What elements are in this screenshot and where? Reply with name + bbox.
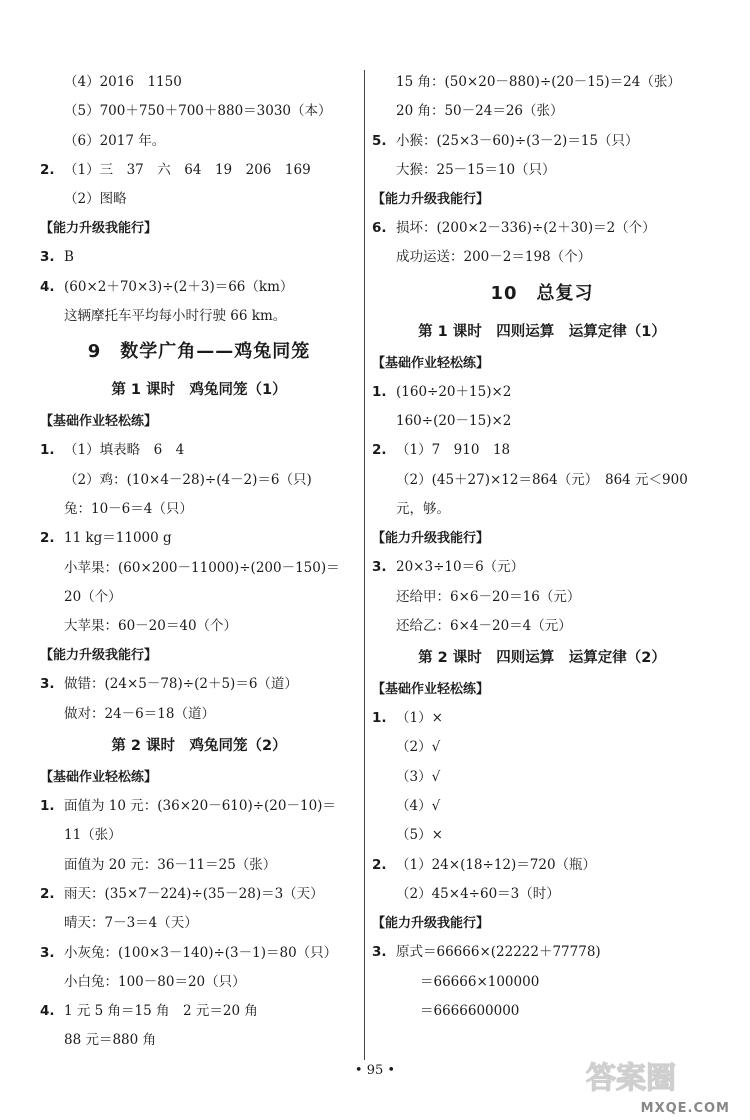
answer-line [40,700,358,729]
line-text: 损坏：(200×2－336)÷(2＋30)＝2（个） [396,220,656,237]
answer-line [40,968,358,997]
line-text: （1）× [396,710,443,727]
question-line [40,156,358,185]
question-line [372,938,712,967]
question-number: 2. [40,885,55,902]
answer-line [40,612,358,641]
answer-line [40,97,358,126]
answer-line [372,968,712,997]
line-text: 兔：10－6＝4（只） [64,500,193,517]
line-text: 晴天：7－3＝4（天） [64,915,198,932]
question-line [40,273,358,302]
section-title: 9 数学广角——鸡兔同笼 [87,341,311,363]
question-line [372,704,712,733]
line-text: 面值为 20 元：36－11＝25（张） [64,856,277,873]
answer-line [40,68,358,97]
exercise-tag: 【能力升级我能行】 [372,916,490,932]
question-number: 1. [40,798,55,815]
answer-line [372,733,712,762]
line-text: 小灰兔：(100×3－140)÷(3－1)＝80（只） [64,944,338,961]
line-text: 面值为 10 元：(36×20－610)÷(20－10)＝ [64,798,336,815]
question-line [40,880,358,909]
answer-line [372,495,712,524]
question-number: 5. [372,132,387,149]
line-text: （2）鸡：(10×4－28)÷(4－2)＝6（只) [64,471,312,488]
question-line [372,214,712,243]
line-text: 20 角：50－24＝26（张） [396,103,564,120]
line-text: 11（张） [64,827,122,844]
question-line [372,378,712,407]
answer-line [372,68,712,97]
line-text: （2）√ [396,739,441,756]
line-text: 88 元＝880 角 [64,1032,157,1049]
exercise-tag: 【能力升级我能行】 [372,192,490,208]
line-text: （1）三 37 六 64 19 206 169 [64,161,311,178]
answer-line [40,583,358,612]
line-text: （3）√ [396,768,441,785]
line-text: ＝6666600000 [420,1002,520,1019]
question-line [40,997,358,1026]
question-number: 1. [372,710,387,727]
answer-line [372,156,712,185]
exercise-tag: 【能力升级我能行】 [40,221,158,237]
answer-line [372,997,712,1026]
exercise-tag: 【能力升级我能行】 [40,648,158,664]
line-text: 雨天：(35×7－224)÷(35－28)＝3（天） [64,885,324,902]
question-line [40,524,358,553]
exercise-tag: 【能力升级我能行】 [372,531,490,547]
question-number: 4. [40,278,55,295]
line-text: 小苹果：(60×200－11000)÷(200－150)＝ [64,559,340,576]
question-number: 3. [372,559,387,576]
question-number: 2. [372,442,387,459]
exercise-tag: 【基础作业轻松练】 [372,355,490,371]
answer-line [372,612,712,641]
question-number: 2. [40,530,55,547]
lesson-title: 第 1 课时 鸡兔同笼（1） [111,382,287,399]
line-text: 还给乙：6×4－20＝4（元） [396,617,572,634]
line-text: 11 kg＝11000 g [64,530,172,547]
line-text: 160÷(20－15)×2 [396,413,512,430]
line-text: 成功运送：200－2＝198（个） [396,249,592,266]
answer-line [372,407,712,436]
answer-line [372,821,712,850]
line-text: （6）2017 年。 [64,132,166,149]
line-text: （4）2016 1150 [64,74,182,90]
question-number: 6. [372,220,387,237]
question-number: 3. [40,249,55,266]
line-text: 这辆摩托车平均每小时行驶 66 km。 [64,308,287,325]
question-line [40,670,358,699]
answer-line [372,763,712,792]
answer-line [40,821,358,850]
line-text: 大苹果：60－20＝40（个） [64,618,238,635]
column-divider [364,70,365,1060]
line-text: （1）7 910 18 [396,442,511,459]
question-line [372,851,712,880]
answer-line [40,185,358,214]
line-text: 20×3÷10＝6（元） [396,559,525,576]
question-number: 3. [40,944,55,961]
question-line [372,436,712,465]
question-number: 3. [372,944,387,961]
answer-line [372,97,712,126]
line-text: 大猴：25－15＝10（只） [396,161,556,178]
lesson-title: 第 2 课时 鸡兔同笼（2） [111,738,287,755]
question-line [372,127,712,156]
line-text: 原式＝66666×(22222＋77778) [396,944,601,961]
page-number: • 95 • [354,1063,396,1078]
question-line [40,243,358,272]
answer-line [372,880,712,909]
question-line [40,792,358,821]
line-text: 小猴：(25×3－60)÷(3－2)＝15（只） [396,132,639,149]
line-text: 15 角：(50×20－880)÷(20－15)＝24（张） [396,74,681,90]
answer-line [40,851,358,880]
answer-line [40,495,358,524]
line-text: 小白兔：100－80＝20（只） [64,973,246,990]
question-number: 2. [372,856,387,873]
line-text: 元，够。 [396,500,450,517]
line-text: （2）(45＋27)×12＝864（元） 864 元＜900 [396,471,688,488]
question-line [40,436,358,465]
line-text: 1 元 5 角＝15 角 2 元＝20 角 [64,1003,258,1020]
line-text: （1）24×(18÷12)＝720（瓶） [396,856,597,873]
question-number: 1. [40,442,55,459]
line-text: （2）45×4÷60＝3（时） [396,885,560,902]
line-text: B [64,249,74,266]
lesson-title: 第 1 课时 四则运算 运算定律（1） [418,323,666,340]
line-text: （5）700＋750＋700＋880＝3030（本） [64,103,332,120]
line-text: （4）√ [396,798,441,815]
left-column [40,68,358,1056]
section-title: 10 总复习 [490,282,594,304]
answer-line [40,554,358,583]
exercise-tag: 【基础作业轻松练】 [40,414,158,430]
lesson-title: 第 2 课时 四则运算 运算定律（2） [418,650,666,667]
right-column [372,68,712,1026]
line-text: （1）填表略 6 4 [64,442,185,459]
line-text: ＝66666×100000 [420,973,540,990]
line-text: 还给甲：6×6－20＝16（元） [396,588,581,605]
answer-line [40,302,358,331]
answer-line [40,909,358,938]
exercise-tag: 【基础作业轻松练】 [40,770,158,786]
question-number: 4. [40,1003,55,1020]
question-line [372,553,712,582]
question-number: 1. [372,383,387,400]
watermark-text: MXQE.COM [640,1101,730,1116]
answer-line [40,466,358,495]
line-text: 20（个） [64,588,122,605]
answer-line [40,127,358,156]
line-text: (60×2＋70×3)÷(2＋3)＝66（km） [64,278,294,295]
question-line [40,939,358,968]
line-text: (160÷20＋15)×2 [396,383,512,400]
watermark-glyphs: 答案圈 [586,1061,676,1096]
line-text: 做对：24－6＝18（道） [64,705,215,722]
question-number: 2. [40,161,55,178]
answer-line [40,1026,358,1055]
answer-line [372,243,712,272]
exercise-tag: 【基础作业轻松练】 [372,682,490,698]
line-text: （5）× [396,827,443,844]
answer-line [372,583,712,612]
line-text: 做错：(24×5－78)÷(2＋5)＝6（道） [64,676,298,693]
line-text: （2）图略 [64,191,127,208]
answer-line [372,466,712,495]
answer-line [372,792,712,821]
question-number: 3. [40,676,55,693]
